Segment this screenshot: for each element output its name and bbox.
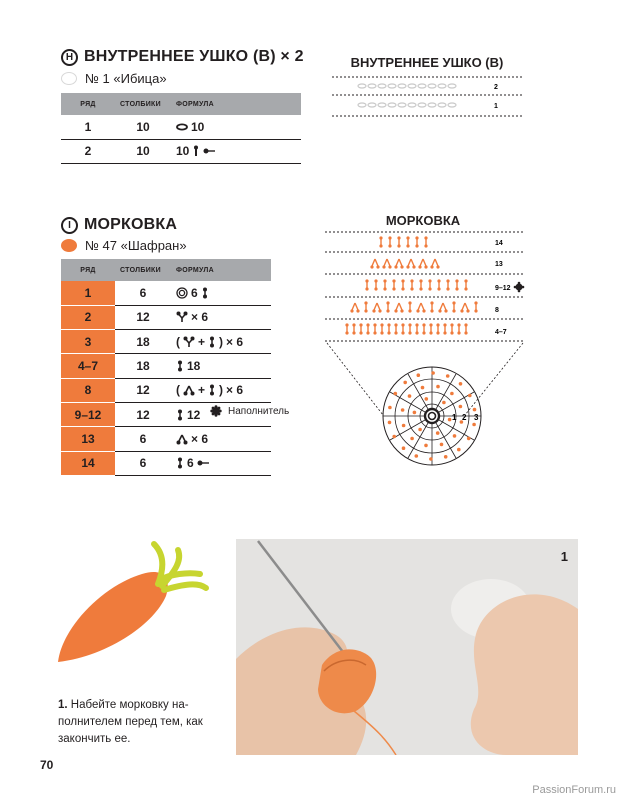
stitch-count: 6: [115, 427, 171, 451]
section-h-letter: Н: [61, 49, 78, 66]
ring-stitch-glyph: [472, 423, 476, 427]
decrease-icon: [183, 384, 195, 396]
single-crochet-icon: [192, 145, 200, 157]
stitch-glyph: [388, 236, 391, 247]
ring-stitch-glyph: [468, 394, 472, 398]
stitch-glyph: [422, 323, 425, 334]
row-formula: [171, 427, 271, 451]
increase-icon: [183, 336, 195, 348]
row-formula: [171, 354, 271, 378]
ring-stitch-glyph: [388, 406, 392, 410]
increase-icon: [176, 311, 188, 323]
row-number: 13: [61, 427, 115, 451]
stitch-glyph: [436, 323, 439, 334]
row-number: 1: [61, 281, 115, 305]
stitch-glyph: [415, 323, 418, 334]
stitch-glyph: [428, 279, 431, 290]
single-crochet-icon: [176, 360, 184, 372]
section-i-yarn-label: № 47 «Шафран»: [85, 238, 187, 253]
stitch-glyph: [401, 323, 404, 334]
inner-ear-chart-title: ВНУТРЕННЕЕ УШКО (В): [350, 55, 504, 70]
carrot-chart-title: МОРКОВКА: [385, 213, 461, 228]
ring-stitch-glyph: [410, 437, 414, 441]
formula-text: × 6: [191, 310, 209, 325]
stitch-glyph: [397, 236, 400, 247]
instruction-number: 1.: [58, 699, 68, 711]
carrot-illustration: [50, 540, 220, 670]
formula-text: 10: [176, 144, 190, 159]
plus-glyph: +: [198, 334, 206, 349]
single-crochet-icon: [176, 409, 184, 421]
ring-stitch-glyph: [446, 374, 450, 378]
ring-round-label: 2: [462, 413, 467, 422]
slip-stitch-icon: [203, 147, 215, 155]
section-i-letter: I: [61, 217, 78, 234]
col-header-row: РЯД: [61, 259, 115, 281]
table-row: [61, 330, 271, 354]
stitch-glyph: [408, 323, 411, 334]
stuffing-note: [210, 405, 289, 417]
col-header-stitches: СТОЛБИКИ: [115, 93, 171, 115]
stitch-glyph: [408, 301, 411, 312]
stitch-glyph: [364, 301, 367, 312]
section-h-yarn-label: № 1 «Ибица»: [85, 71, 167, 86]
ring-stitch-glyph: [394, 392, 398, 396]
stitch-glyph: [394, 259, 403, 269]
chain-stitch-icon: [176, 123, 188, 131]
stitch-count: 10: [115, 115, 171, 139]
ring-stitch-glyph: [388, 421, 392, 425]
ring-stitch-glyph: [459, 405, 463, 409]
stitch-count: 18: [115, 354, 171, 378]
stitch-glyph: [438, 303, 447, 313]
table-row: [61, 305, 271, 329]
decrease-icon: [176, 433, 188, 445]
carrot-chart-row-label: 13: [495, 261, 503, 268]
section-i-yarn: [61, 238, 187, 253]
row-number: 9–12: [61, 402, 115, 426]
row-number: 1: [61, 115, 115, 139]
ring-stitch-glyph: [453, 434, 457, 438]
yarn-color-swatch-white: [61, 72, 77, 85]
stitch-glyph: [457, 323, 460, 334]
carrot-leaves: [154, 544, 206, 590]
carrot-body: [58, 572, 168, 662]
table-row: [61, 139, 301, 163]
slip-stitch-icon: [197, 459, 209, 467]
stitch-glyph: [374, 279, 377, 290]
stuffing-icon: [514, 282, 525, 293]
ring-stitch-glyph: [392, 435, 396, 439]
ring-stitch-glyph: [402, 446, 406, 450]
carrot-chart-row-label: 14: [495, 240, 503, 247]
col-header-stitches: СТОЛБИКИ: [115, 259, 171, 281]
ring-stitch-glyph: [448, 418, 452, 422]
row-number: 2: [61, 305, 115, 329]
section-i-table: [61, 259, 271, 476]
stitch-glyph: [350, 303, 359, 313]
instruction-text: Набейте морковку на-полнителем перед тем, как закончить ее.: [58, 699, 203, 745]
hands-crocheting-photo: [236, 539, 578, 755]
table-row: [61, 354, 271, 378]
formula-text: 18: [187, 359, 201, 374]
col-header-formula: ФОРМУЛА: [171, 259, 271, 281]
single-crochet-icon: [201, 287, 209, 299]
stitch-glyph: [382, 259, 391, 269]
page-number: 70: [40, 758, 54, 772]
formula-text: 12: [187, 407, 201, 422]
ring-stitch-glyph: [459, 382, 463, 386]
step-photo: [236, 539, 578, 755]
ring-stitch-glyph: [408, 394, 412, 398]
stitch-glyph: [464, 279, 467, 290]
stitch-glyph: [424, 236, 427, 247]
stitch-glyph: [387, 323, 390, 334]
ring-stitch-glyph: [467, 437, 471, 441]
formula-text: 10: [191, 119, 205, 134]
carrot-chart-row-label: 8: [495, 307, 499, 314]
stuffing-icon: [210, 405, 222, 417]
stitch-glyph: [383, 279, 386, 290]
inner-ear-chart: [332, 73, 522, 123]
ring-stitch-glyph: [401, 408, 405, 412]
stitch-glyph: [345, 323, 348, 334]
ring-stitch-glyph: [403, 381, 407, 385]
stitch-glyph: [406, 236, 409, 247]
row-number: 4–7: [61, 354, 115, 378]
row-formula: [171, 281, 271, 305]
row-number: 8: [61, 378, 115, 402]
ring-stitch-glyph: [442, 401, 446, 405]
section-i-title: МОРКОВКА: [84, 216, 178, 233]
carrot-chart-row-label: 9–12: [495, 285, 511, 292]
table-row: [61, 427, 271, 451]
stitch-glyph: [372, 303, 381, 313]
stitch-glyph: [450, 323, 453, 334]
stitch-glyph: [366, 323, 369, 334]
stitch-glyph: [452, 301, 455, 312]
row-formula: [171, 139, 301, 163]
section-h-table: [61, 93, 301, 164]
stitch-glyph: [460, 303, 469, 313]
ring-stitch-glyph: [425, 397, 429, 401]
stitch-glyph: [419, 279, 422, 290]
section-h-title: ВНУТРЕННЕЕ УШКО (В) × 2: [84, 48, 304, 65]
stitch-glyph: [359, 323, 362, 334]
formula-text: 6: [191, 285, 198, 300]
row-formula: [171, 305, 271, 329]
photo-number: 1: [560, 549, 568, 564]
stitch-glyph: [474, 301, 477, 312]
ring-round-label: 3: [474, 413, 479, 422]
ring-stitch-glyph: [431, 371, 435, 375]
table-row: [61, 378, 271, 402]
ring-stitch-glyph: [413, 411, 417, 415]
close-paren-glyph: ): [219, 334, 224, 349]
table-row: [61, 281, 271, 305]
single-crochet-icon: [208, 384, 216, 396]
ring-stitch-glyph: [417, 373, 421, 377]
stitch-glyph: [464, 323, 467, 334]
stitch-glyph: [370, 259, 379, 269]
row-number: 14: [61, 451, 115, 475]
inner-ear-chart-row-label: 2: [494, 84, 498, 91]
section-h-header: [61, 48, 304, 66]
ring-stitch-glyph: [436, 431, 440, 435]
formula-text: × 6: [226, 334, 244, 349]
stitch-glyph: [373, 323, 376, 334]
instruction-step: [58, 697, 228, 748]
row-formula: [171, 378, 271, 402]
stuffing-note-label: Наполнитель: [228, 405, 290, 417]
ring-stitch-glyph: [418, 428, 422, 432]
ring-stitch-glyph: [421, 386, 425, 390]
ring-stitch-glyph: [402, 424, 406, 428]
stitch-count: 10: [115, 139, 171, 163]
magic-ring-diagram: [383, 367, 481, 465]
stitch-glyph: [416, 303, 425, 313]
col-header-formula: ФОРМУЛА: [171, 93, 301, 115]
ring-stitch-glyph: [444, 455, 448, 459]
close-paren-glyph: ): [219, 383, 224, 398]
section-h-yarn: [61, 71, 167, 86]
row-formula: [171, 330, 271, 354]
stitch-count: 18: [115, 330, 171, 354]
stitch-glyph: [429, 323, 432, 334]
stitch-glyph: [386, 301, 389, 312]
stitch-count: 12: [115, 378, 171, 402]
magic-ring-icon: [176, 287, 188, 299]
formula-text: × 6: [226, 383, 244, 398]
row-number: 3: [61, 330, 115, 354]
stitch-glyph: [394, 323, 397, 334]
stitch-glyph: [455, 279, 458, 290]
stitch-count: 12: [115, 305, 171, 329]
carrot-chart: [325, 230, 525, 470]
table-row: [61, 115, 301, 139]
plus-glyph: +: [198, 383, 206, 398]
stitch-glyph: [430, 259, 439, 269]
open-paren-glyph: (: [176, 334, 180, 349]
stitch-count: 12: [115, 402, 171, 426]
stitch-glyph: [437, 279, 440, 290]
formula-text: 6: [187, 456, 194, 471]
watermark: PassionForum.ru: [532, 784, 616, 796]
stitch-glyph: [379, 236, 382, 247]
stitch-count: 6: [115, 281, 171, 305]
ring-round-label: 1: [452, 413, 457, 422]
stitch-glyph: [418, 259, 427, 269]
stitch-glyph: [446, 279, 449, 290]
ring-stitch-glyph: [457, 448, 461, 452]
row-formula: [171, 115, 301, 139]
inner-ear-chart-row-label: 1: [494, 103, 498, 110]
carrot-chart-row-label: 4–7: [495, 329, 507, 336]
ring-stitch-glyph: [473, 408, 477, 412]
stitch-glyph: [443, 323, 446, 334]
stitch-count: 6: [115, 451, 171, 475]
stitch-glyph: [430, 301, 433, 312]
stitch-glyph: [380, 323, 383, 334]
open-paren-glyph: (: [176, 383, 180, 398]
row-number: 2: [61, 139, 115, 163]
ring-stitch-glyph: [440, 443, 444, 447]
single-crochet-icon: [208, 336, 216, 348]
ring-stitch-glyph: [450, 392, 454, 396]
stitch-glyph: [406, 259, 415, 269]
single-crochet-icon: [176, 457, 184, 469]
yarn-color-swatch-orange: [61, 239, 77, 252]
stitch-glyph: [352, 323, 355, 334]
row-formula: [171, 451, 271, 475]
table-row: [61, 451, 271, 475]
ring-stitch-glyph: [436, 385, 440, 389]
stitch-glyph: [365, 279, 368, 290]
stitch-glyph: [394, 303, 403, 313]
stitch-glyph: [401, 279, 404, 290]
col-header-row: РЯД: [61, 93, 115, 115]
formula-text: × 6: [191, 431, 209, 446]
stitch-glyph: [410, 279, 413, 290]
section-i-header: [61, 216, 177, 234]
ring-stitch-glyph: [415, 454, 419, 458]
stitch-glyph: [415, 236, 418, 247]
stitch-glyph: [392, 279, 395, 290]
ring-stitch-glyph: [429, 457, 433, 461]
ring-stitch-glyph: [424, 444, 428, 448]
